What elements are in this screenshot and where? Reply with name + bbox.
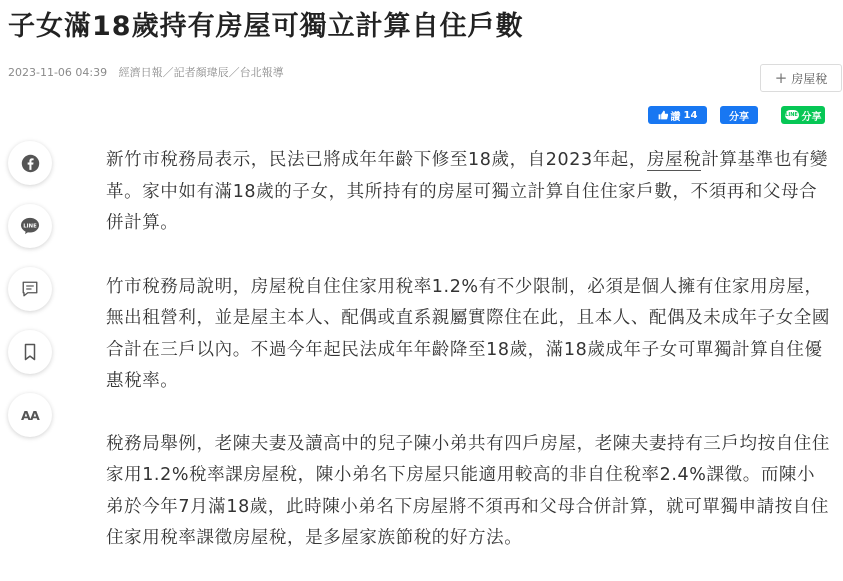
- publish-date: 2023-11-06 04:39: [8, 66, 108, 79]
- facebook-like-button[interactable]: [648, 106, 707, 124]
- tag-label: 房屋稅: [791, 71, 828, 86]
- reporter-name: 記者顏瑋辰: [173, 66, 229, 79]
- font-size-icon-text: AA: [21, 408, 39, 424]
- paragraph-2: 竹市稅務局說明，房屋稅自住住家用稅率1.2%有不少限制，必須是個人擁有住家用房屋，無出租營利，並是屋主本人、配偶或直系親屬實際住在此，且本人、配偶及未成年子女全國合計在三戶以內。不過今年起民法成年年齡降至18歲，滿18歲成年子女可單獨計算自住優惠稅率。: [106, 276, 830, 391]
- facebook-share-label: 分享: [729, 111, 749, 123]
- paragraph-1-text-before: 新竹市稅務局表示，民法已將成年年齡下修至18歲，自2023年起，: [106, 150, 648, 170]
- paragraph-3: 稅務局舉例，老陳夫妻及讀高中的兒子陳小弟共有四戶房屋，老陳夫妻持有三戶均按自住住家用1.2%稅率課房屋稅，陳小弟名下房屋只能適用較高的非自住稅率2.4%課徵。而陳小弟於今年7月滿18歲，此時陳小弟名下房屋將不須再和父母合併計算，就可單獨申請按自住住家用稅率課徵房屋稅，是多屋家族節稅的好方法。: [106, 433, 830, 548]
- line-icon: [20, 217, 40, 235]
- facebook-icon: [21, 154, 40, 173]
- sidebar-comment-button[interactable]: [8, 267, 52, 311]
- line-icon-text: LINE: [23, 223, 37, 230]
- line-logo-icon: LINE: [785, 112, 798, 118]
- sidebar-bookmark-button[interactable]: [8, 330, 52, 374]
- facebook-share-button[interactable]: [720, 106, 758, 124]
- meta-separator: ／: [162, 66, 174, 79]
- paragraph-1-text-after: 計算基準也有變革。家中如有滿18歲的子女，其所持有的房屋可獨立計算自住住家戶數，不須再和父母合併計算。: [106, 150, 829, 233]
- article-body: [106, 145, 830, 581]
- like-count: 14: [683, 109, 698, 121]
- follow-tag-button[interactable]: [760, 64, 842, 92]
- line-share-button[interactable]: [781, 106, 825, 124]
- source-link[interactable]: 經濟日報: [118, 66, 163, 79]
- like-label: 讚: [670, 111, 681, 123]
- report-location: 台北報導: [239, 66, 284, 79]
- keyword-link-house-tax[interactable]: 房屋稅: [647, 150, 702, 170]
- article-title: 子女滿18歲持有房屋可獨立計算自住戶數: [8, 11, 524, 42]
- thumbs-up-icon: [658, 110, 668, 120]
- font-size-icon: [19, 406, 41, 424]
- sidebar-font-size-button[interactable]: [8, 393, 52, 437]
- article-meta: [8, 66, 284, 80]
- bookmark-icon: [22, 343, 38, 361]
- line-share-label: 分享: [801, 111, 822, 123]
- sidebar-line-button[interactable]: [8, 204, 52, 248]
- plus-icon: +: [774, 69, 788, 87]
- comment-icon: [21, 280, 39, 298]
- sidebar-facebook-button[interactable]: [8, 141, 52, 185]
- meta-separator: ／: [228, 66, 240, 79]
- paragraph-1: [106, 145, 830, 240]
